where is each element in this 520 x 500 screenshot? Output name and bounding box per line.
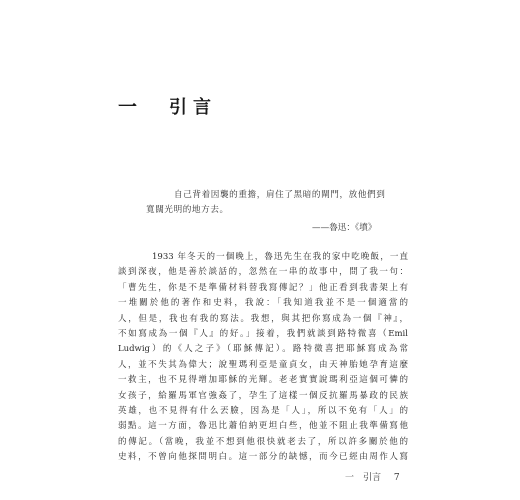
epigraph-line: 寬闊光明的地方去。 — [146, 205, 229, 215]
body-line: 「曹先生，你是不是準備材料替我寫傳記？」他正看到我書架上有 — [118, 282, 408, 293]
body-line: 史料，不曾向他探問明白。這一部分的缺憾，而今已經由周作人寫 — [118, 452, 408, 463]
body-line: 不如寫成為一個『人』的好。」接着，我們就談到路特微喜（Emil — [118, 328, 408, 339]
body-line: 英雄，也不見得有什么丟臉，因為是「人」，所以不免有「人」的 — [118, 405, 408, 416]
epigraph-source: ——魯迅：《墳》 — [312, 223, 377, 233]
body-line: 談到深夜，他是善於談話的，忽然在一串的故事中，問了我一句： — [118, 267, 408, 278]
chapter-title: 引言 — [169, 97, 218, 118]
chapter-heading — [118, 92, 217, 119]
body-paragraph — [118, 250, 408, 465]
chapter-number: 一 — [118, 96, 140, 118]
body-line: 1933 年冬天的一個晚上，魯迅先生在我的家中吃晚飯，一直 — [152, 252, 408, 262]
epigraph — [146, 188, 404, 218]
running-footer — [345, 470, 410, 483]
footer-chapter-label: 一 引言 — [345, 473, 382, 483]
body-line: 女孩子，給羅馬軍官強姦了，孕生了這樣一個反抗羅馬暴政的民族 — [118, 390, 408, 401]
body-line: 弱點。這一方面，魯迅比蕭伯納更坦白些，他並不阻止我準備寫他 — [118, 421, 408, 432]
epigraph-line: 自己背着因襲的重擔，肩住了黑暗的閘門，放他們到 — [174, 190, 386, 200]
body-line: 的傳記。（當晚，我並不想到他很快就老去了，所以許多關於他的 — [118, 436, 408, 447]
body-line: 一救主，也不見得增加耶穌的光輝。老老實實說瑪利亞這個可憐的 — [118, 375, 408, 386]
body-line: 一堆關於他的著作和史料，我說：「我知道我並不是一個適當的 — [118, 298, 408, 309]
page-number: 7 — [393, 473, 400, 483]
body-line: 人，並不失其為偉大；說聖瑪利亞是童貞女，由天神胎她孕育這麼 — [118, 359, 408, 370]
body-line: 人，但是，我也有我的寫法。我想，與其把你寫成為一個『神』， — [118, 313, 408, 324]
body-line: Ludwig）的《人之子》（耶穌傳記）。路特微喜把耶穌寫成為常 — [118, 344, 408, 355]
